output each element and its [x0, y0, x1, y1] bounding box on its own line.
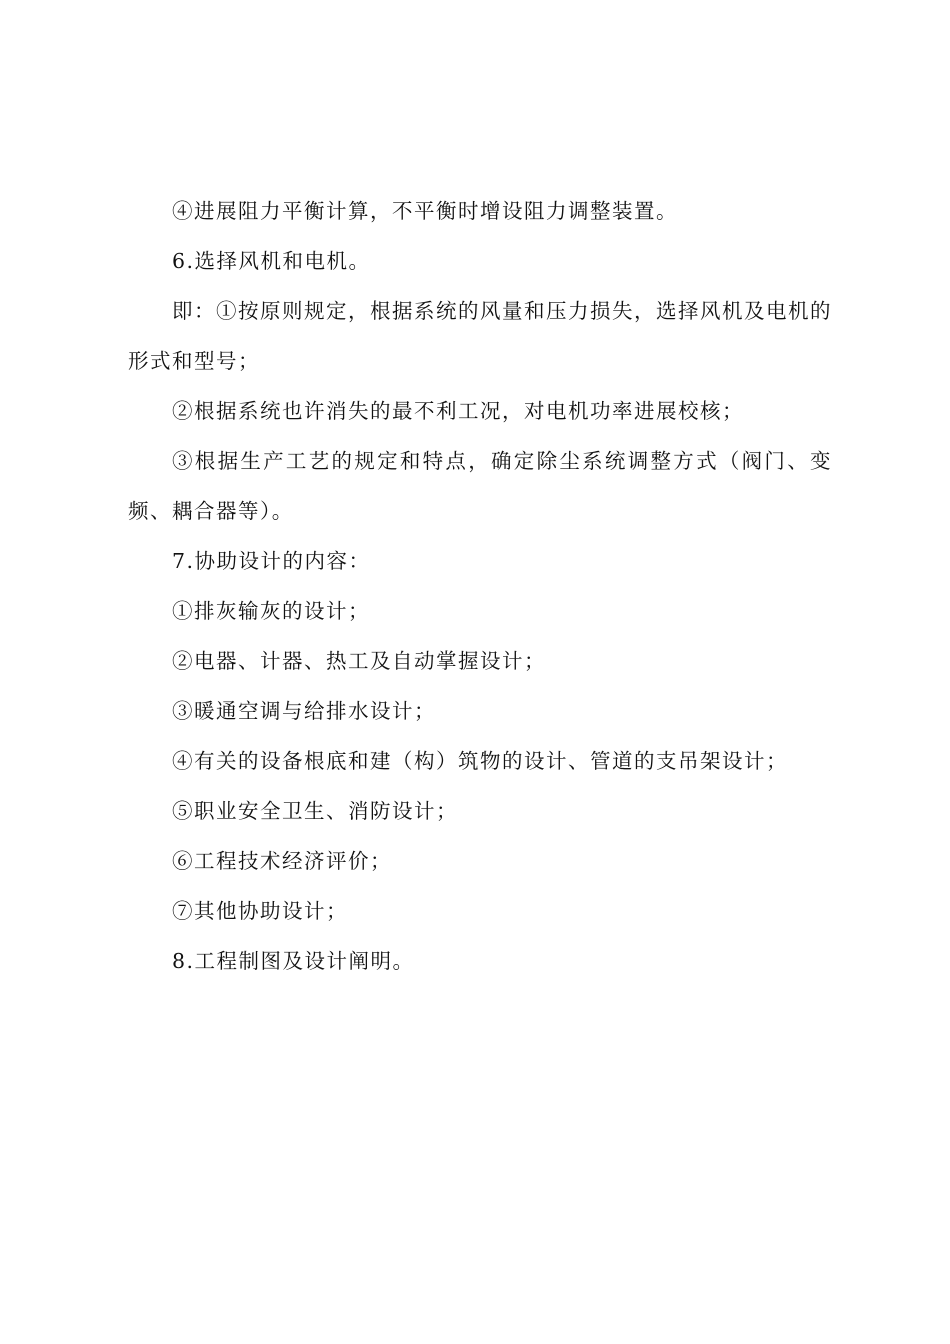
paragraph-heading-drawings: 8.工程制图及设计阐明。 — [172, 949, 415, 973]
paragraph-electrical-control: ②电器、计器、热工及自动掌握设计； — [172, 649, 546, 673]
paragraph-foundation-structure: ④有关的设备根底和建（构）筑物的设计、管道的支吊架设计； — [172, 749, 788, 773]
paragraph-heading-fan-motor: 6.选择风机和电机。 — [172, 249, 371, 273]
paragraph-hvac-plumbing: ③暖通空调与给排水设计； — [172, 699, 436, 723]
document-body — [128, 186, 832, 986]
paragraph-heading-auxiliary-design: 7.协助设计的内容： — [172, 549, 371, 573]
paragraph-resistance-balance: ④进展阻力平衡计算，不平衡时增设阻力调整装置。 — [172, 199, 678, 223]
paragraph-other-design: ⑦其他协助设计； — [172, 899, 348, 923]
paragraph-safety-fire: ⑤职业安全卫生、消防设计； — [172, 799, 458, 823]
paragraph-fan-selection: 即：①按原则规定，根据系统的风量和压力损失，选择风机及电机的形式和型号； — [128, 299, 832, 373]
paragraph-ash-handling: ①排灰输灰的设计； — [172, 599, 370, 623]
paragraph-motor-check: ②根据系统也许消失的最不利工况，对电机功率进展校核； — [172, 399, 744, 423]
paragraph-adjustment-method: ③根据生产工艺的规定和特点，确定除尘系统调整方式（阀门、变频、耦合器等）。 — [128, 449, 832, 523]
paragraph-economic-evaluation: ⑥工程技术经济评价； — [172, 849, 392, 873]
